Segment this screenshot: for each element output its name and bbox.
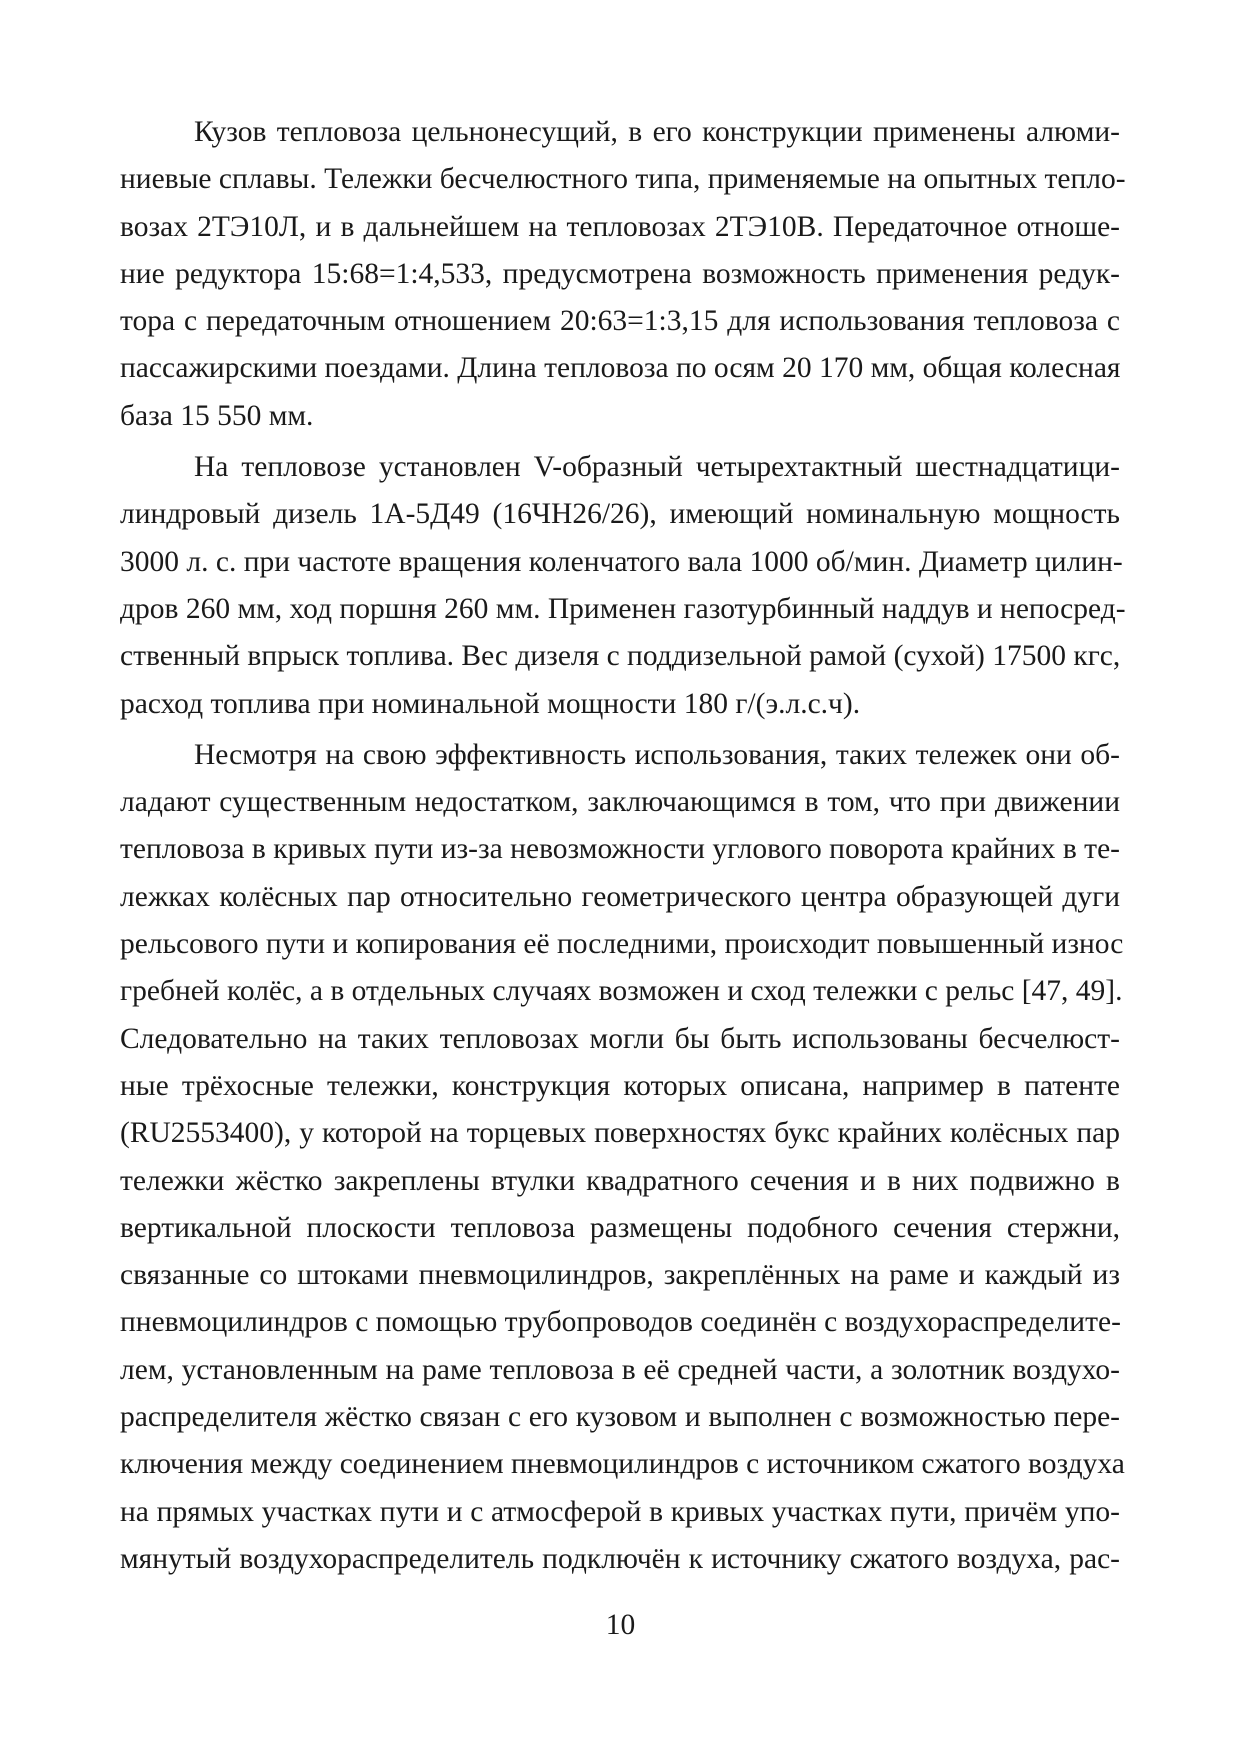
text-line: тележки жёстко закреплены втулки квадратного сечения и в них подвижно в [120,1164,1120,1197]
text-line: мянутый воздухораспределитель подключён к источнику сжатого воздуха, рас- [120,1542,1120,1575]
text-line: лем, установленным на раме тепловоза в её средней части, а золотник воздухо- [120,1353,1120,1386]
text-line: база 15 550 мм. [120,399,314,432]
text-line: возах 2ТЭ10Л, и в дальнейшем на тепловозах 2ТЭ10В. Передаточное отноше- [120,210,1120,243]
text-line: ные трёхосные тележки, конструкция которых описана, например в патенте [120,1069,1120,1102]
text-line: распределителя жёстко связан с его кузовом и выполнен с возможностью пере- [120,1401,1120,1434]
text-line: на прямых участках пути и с атмосферой в кривых участках пути, причём упо- [120,1495,1120,1528]
text-line: (RU2553400), у которой на торцевых поверхностях букс крайних колёсных пар [120,1117,1120,1150]
text-line: тора с передаточным отношением 20:63=1:3,15 для использования тепловоза с [120,305,1120,338]
paragraph-2 [120,444,1126,728]
page-number: 10 [605,1609,636,1641]
text-line: лежках колёсных пар относительно геометрического центра образующей дуги [120,880,1120,913]
text-line: На тепловозе установлен V-образный четырехтактный шестнадцатици- [194,451,1120,484]
text-line: тепловоза в кривых пути из-за невозможности углового поворота крайних в те- [120,833,1120,866]
text-line: гребней колёс, а в отдельных случаях возможен и сход тележки с рельс [47, 49]. [120,975,1123,1008]
text-line: Кузов тепловоза цельнонесущий, в его конструкции применены алюми- [194,116,1120,148]
text-line: Следовательно на таких тепловозах могли бы быть использованы бесчелюст- [120,1022,1120,1055]
text-line: ладают существенным недостатком, заключающимся в том, что при движении [120,786,1120,819]
text-line: линдровый дизель 1А-5Д49 (16ЧН26/26), имеющий номинальную мощность [120,498,1120,531]
text-line: пассажирскими поездами. Длина тепловоза по осям 20 170 мм, общая колесная [120,352,1121,385]
paragraph-3 [120,732,1125,1583]
text-line: рельсового пути и копирования её последними, происходит повышенный износ [120,928,1124,961]
text-line: Несмотря на свою эффективность использования, таких тележек они об- [194,738,1120,771]
text-line: расход топлива при номинальной мощности 180 г/(э.л.с.ч). [120,687,861,720]
text-line: ниевые сплавы. Тележки бесчелюстного типа, применяемые на опытных тепло- [120,163,1126,196]
text-line: связанные со штоками пневмоцилиндров, закреплённых на раме и каждый из [120,1259,1120,1292]
paragraph-1 [120,109,1126,440]
page-body [120,109,1126,1583]
text-line: дров 260 мм, ход поршня 260 мм. Применен газотурбинный наддув и непосред- [120,592,1126,625]
text-line: ние редуктора 15:68=1:4,533, предусмотрена возможность применения редук- [120,257,1120,290]
text-line: вертикальной плоскости тепловоза размещены подобного сечения стержни, [120,1211,1120,1244]
text-line: ственный впрыск топлива. Вес дизеля с поддизельной рамой (сухой) 17500 кгс, [120,640,1121,673]
text-line: ключения между соединением пневмоцилиндров с источником сжатого воздуха [120,1448,1125,1481]
text-line: 3000 л. с. при частоте вращения коленчатого вала 1000 об/мин. Диаметр цилин- [120,545,1123,578]
text-line: пневмоцилиндров с помощью трубопроводов соединён с воздухораспределите- [120,1306,1121,1339]
